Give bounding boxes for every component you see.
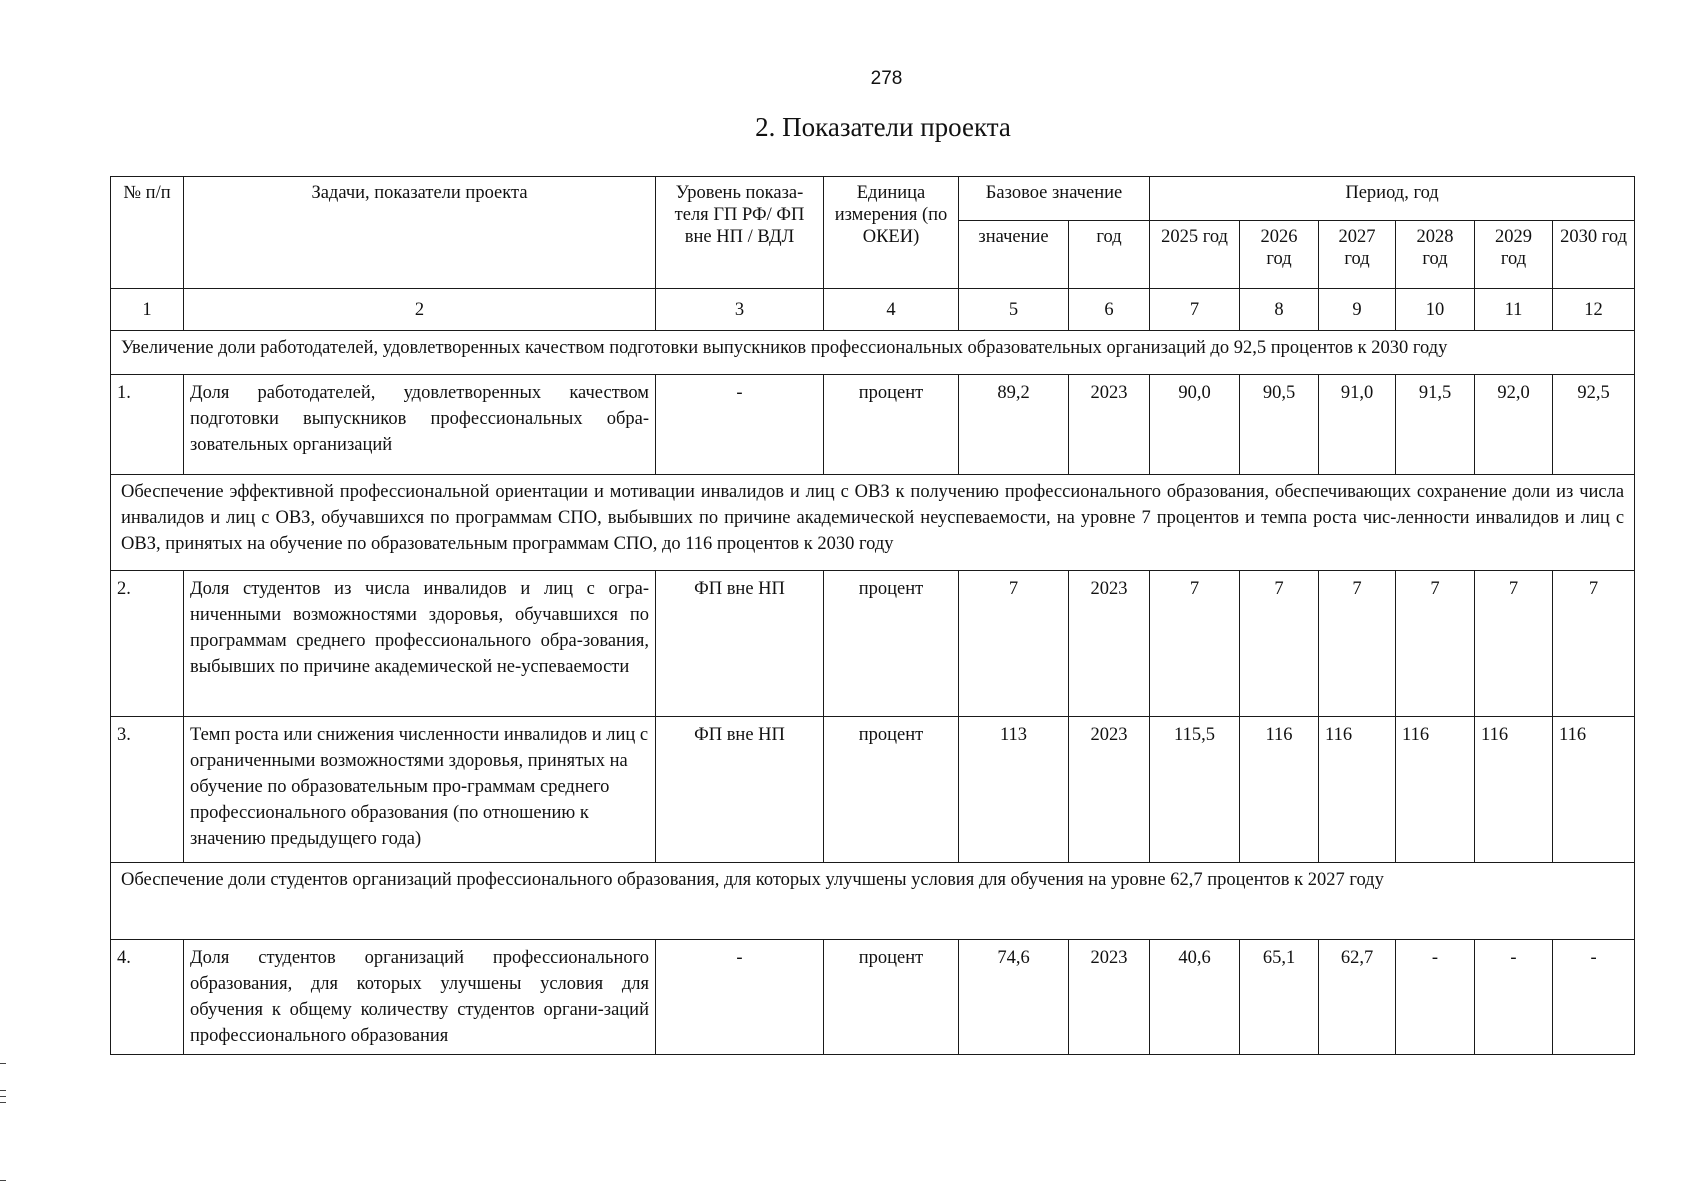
base-value: 74,6 — [959, 940, 1069, 1055]
base-year: 2023 — [1069, 375, 1150, 475]
year-value: 7 — [1396, 571, 1475, 717]
base-year: 2023 — [1069, 571, 1150, 717]
year-value: 92,5 — [1553, 375, 1635, 475]
year-value: 116 — [1319, 717, 1396, 863]
year-value: 7 — [1475, 571, 1553, 717]
scan-mark — [0, 1096, 6, 1097]
year-value: 116 — [1553, 717, 1635, 863]
row-number: 4. — [111, 940, 184, 1055]
group-title: Увеличение доли работодателей, удовлетворенных качеством подготовки выпускников профессиональных образовательных организаций до 92,5 процентов к 2030 году — [111, 331, 1635, 375]
table-row — [111, 571, 1635, 717]
year-value: 62,7 — [1319, 940, 1396, 1055]
year-value: - — [1553, 940, 1635, 1055]
year-value: 115,5 — [1150, 717, 1240, 863]
header-year: 2025 год — [1150, 221, 1240, 289]
indicator-level: ФП вне НП — [656, 571, 824, 717]
column-number: 4 — [824, 289, 959, 331]
header-year: 2030 год — [1553, 221, 1635, 289]
group-title: Обеспечение эффективной профессиональной ориентации и мотивации инвалидов и лиц с ОВЗ к получению профессионального образования, обеспечивающих сохранение доли из числа инвалидов и лиц с ОВЗ, обучавшихся по программам СПО, выбывших по причине академической неуспеваемости, на уровне 7 процентов и темпа роста чис-ленности инвалидов и лиц с ОВЗ, принятых на обучение по образовательным программам СПО, до 116 процентов к 2030 году — [111, 475, 1635, 571]
indicator-level: ФП вне НП — [656, 717, 824, 863]
indicator-unit: процент — [824, 375, 959, 475]
header-base-year: год — [1069, 221, 1150, 289]
header-level: Уровень показа-теля ГП РФ/ ФП вне НП / ВДЛ — [656, 177, 824, 289]
page-number: 278 — [870, 68, 903, 89]
year-value: - — [1396, 940, 1475, 1055]
header-num: № п/п — [111, 177, 184, 289]
indicator-level: - — [656, 940, 824, 1055]
indicator-name: Доля работодателей, удовлетворенных качеством подготовки выпускников профессиональных обра-зовательных организаций — [184, 375, 656, 475]
year-value: 91,0 — [1319, 375, 1396, 475]
column-number: 11 — [1475, 289, 1553, 331]
scan-mark — [0, 1063, 6, 1064]
year-value: 7 — [1240, 571, 1319, 717]
header-year: 2027 год — [1319, 221, 1396, 289]
year-value: 90,5 — [1240, 375, 1319, 475]
column-number-row — [111, 289, 1635, 331]
year-value: 91,5 — [1396, 375, 1475, 475]
indicator-name: Доля студентов организаций профессионального образования, для которых улучшены условия для обучения к общему количеству студентов органи-заций профессионального образования — [184, 940, 656, 1055]
year-value: 7 — [1553, 571, 1635, 717]
indicator-unit: процент — [824, 717, 959, 863]
year-value: 92,0 — [1475, 375, 1553, 475]
column-number: 12 — [1553, 289, 1635, 331]
year-value: 90,0 — [1150, 375, 1240, 475]
column-number: 5 — [959, 289, 1069, 331]
scan-mark — [0, 1180, 6, 1181]
base-year: 2023 — [1069, 717, 1150, 863]
column-number: 2 — [184, 289, 656, 331]
year-value: 40,6 — [1150, 940, 1240, 1055]
base-value: 113 — [959, 717, 1069, 863]
column-number: 7 — [1150, 289, 1240, 331]
indicator-level: - — [656, 375, 824, 475]
column-number: 9 — [1319, 289, 1396, 331]
header-row-1 — [111, 177, 1635, 221]
group-row — [111, 331, 1635, 375]
group-row — [111, 863, 1635, 940]
base-year: 2023 — [1069, 940, 1150, 1055]
table-row — [111, 717, 1635, 863]
indicator-unit: процент — [824, 940, 959, 1055]
scan-mark — [0, 1102, 6, 1103]
table-row — [111, 940, 1635, 1055]
group-title: Обеспечение доли студентов организаций профессионального образования, для которых улучшены условия для обучения на уровне 62,7 процентов к 2027 году — [111, 863, 1635, 940]
year-value: 116 — [1396, 717, 1475, 863]
year-value: 7 — [1319, 571, 1396, 717]
row-number: 1. — [111, 375, 184, 475]
base-value: 7 — [959, 571, 1069, 717]
indicator-name: Доля студентов из числа инвалидов и лиц с огра-ниченными возможностями здоровья, обучавшихся по программам среднего профессионального обра-зования, выбывших по причине академической не-успеваемости — [184, 571, 656, 717]
header-tasks: Задачи, показатели проекта — [184, 177, 656, 289]
header-year: 2028 год — [1396, 221, 1475, 289]
indicator-name: Темп роста или снижения численности инвалидов и лиц с ограниченными возможностями здоровья, принятых на обучение по образовательным про-граммам среднего профессионального образования (по отношению к значению предыдущего года) — [184, 717, 656, 863]
page-title: 2. Показатели проекта — [755, 112, 1011, 142]
column-number: 8 — [1240, 289, 1319, 331]
row-number: 3. — [111, 717, 184, 863]
year-value: 65,1 — [1240, 940, 1319, 1055]
group-row — [111, 475, 1635, 571]
year-value: - — [1475, 940, 1553, 1055]
header-year: 2026 год — [1240, 221, 1319, 289]
header-base-value: значение — [959, 221, 1069, 289]
column-number: 6 — [1069, 289, 1150, 331]
base-value: 89,2 — [959, 375, 1069, 475]
scan-mark — [0, 1090, 6, 1091]
column-number: 10 — [1396, 289, 1475, 331]
header-period: Период, год — [1150, 177, 1635, 221]
indicator-unit: процент — [824, 571, 959, 717]
header-base: Базовое значение — [959, 177, 1150, 221]
header-unit: Единица измерения (по ОКЕИ) — [824, 177, 959, 289]
row-number: 2. — [111, 571, 184, 717]
header-year: 2029 год — [1475, 221, 1553, 289]
year-value: 116 — [1240, 717, 1319, 863]
year-value: 7 — [1150, 571, 1240, 717]
table-row — [111, 375, 1635, 475]
year-value: 116 — [1475, 717, 1553, 863]
column-number: 1 — [111, 289, 184, 331]
indicators-table — [110, 176, 1635, 1055]
column-number: 3 — [656, 289, 824, 331]
